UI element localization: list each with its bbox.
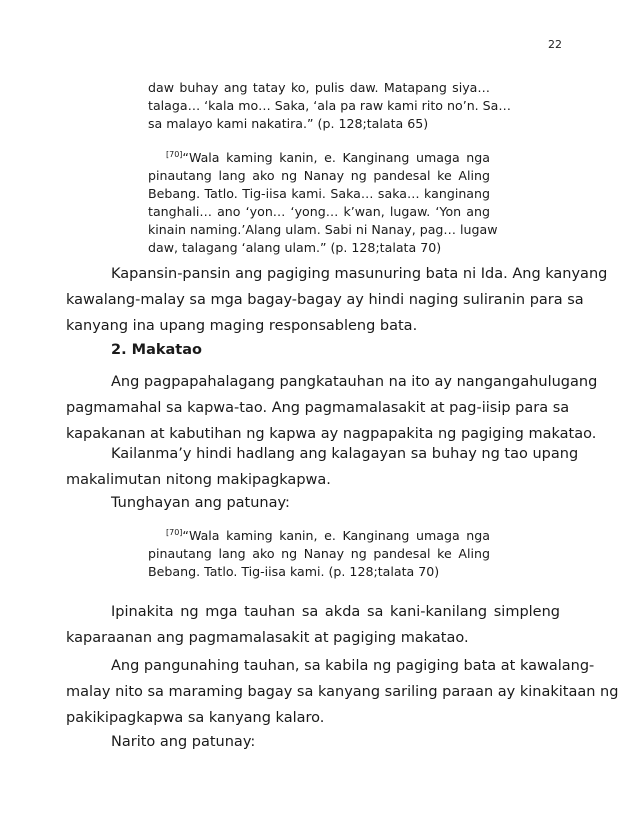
quote-first-line — [148, 146, 490, 167]
quote-line: Bebang. Tatlo. Tig-iisa kami. (p. 128;talata 70) — [148, 564, 440, 579]
paragraph-line: kapakanan at kabutihan ng kapwa ay nagpapakita ng pagiging makatao. — [66, 426, 597, 442]
paragraph-line: kanyang ina upang maging responsableng bata. — [66, 318, 418, 334]
quote-line: “Wala kaming kanin, e. Kanginang umaga nga — [182, 150, 490, 165]
quote-line: kinain naming.’Alang ulam. Sabi ni Nanay, pag… lugaw — [148, 222, 498, 237]
quote-line: pinautang lang ako ng Nanay ng pandesal ke Aling — [148, 546, 490, 561]
footnote-marker: [70] — [166, 150, 183, 159]
block-quote-3 — [148, 524, 490, 581]
paragraph-line: Kailanma’y hindi hadlang ang kalagayan sa buhay ng tao upang — [111, 446, 579, 462]
paragraph-line: malay nito sa maraming bagay sa kanyang sariling paraan ay kinakitaan ng — [66, 684, 619, 700]
quote-line: tanghali… ano ‘yon… ‘yong… k’wan, lugaw. ‘Yon ang — [148, 204, 490, 219]
paragraph-line: Ang pagpapahalagang pangkatauhan na ito ay nangangahulugang — [111, 374, 598, 390]
block-quote-1 — [148, 79, 511, 133]
footnote-marker: [70] — [166, 528, 183, 537]
paragraph-5 — [66, 653, 619, 731]
patunay-lead-2: Narito ang patunay: — [111, 734, 256, 750]
section-heading: 2. Makatao — [111, 342, 202, 358]
paragraph-line: Ipinakita ng mga tauhan sa akda sa kani-kanilang simpleng — [111, 604, 560, 620]
patunay-lead-1: Tunghayan ang patunay: — [111, 495, 290, 511]
paragraph-line: Kapansin-pansin ang pagiging masunuring bata ni Ida. Ang kanyang — [111, 266, 608, 282]
page-number: 22 — [548, 38, 562, 51]
quote-line: sa malayo kami nakatira.” (p. 128;talata 65) — [148, 116, 429, 131]
paragraph-line: pagmamahal sa kapwa-tao. Ang pagmamalasakit at pag-iisip para sa — [66, 400, 570, 416]
quote-line: daw buhay ang tatay ko, pulis daw. Matapang siya… — [148, 80, 490, 95]
quote-line: pinautang lang ako ng Nanay ng pandesal ke Aling — [148, 168, 490, 183]
paragraph-2 — [66, 369, 598, 447]
paragraph-line: Ang pangunahing tauhan, sa kabila ng pagiging bata at kawalang- — [111, 658, 595, 674]
quote-line: talaga… ‘kala mo… Saka, ‘ala pa raw kami rito no’n. Sa… — [148, 98, 511, 113]
quote-line: Bebang. Tatlo. Tig-iisa kami. Saka… saka… kanginang — [148, 186, 490, 201]
paragraph-line: pakikipagkapwa sa kanyang kalaro. — [66, 710, 325, 726]
quote-first-line — [148, 524, 490, 545]
block-quote-2 — [148, 146, 498, 257]
paragraph-line: kaparaanan ang pagmamalasakit at pagiging makatao. — [66, 630, 469, 646]
paragraph-1 — [66, 261, 608, 339]
paragraph-line: kawalang-malay sa mga bagay-bagay ay hindi naging suliranin para sa — [66, 292, 584, 308]
paragraph-line: makalimutan nitong makipagkapwa. — [66, 472, 331, 488]
paragraph-4 — [66, 599, 560, 651]
quote-line: “Wala kaming kanin, e. Kanginang umaga nga — [182, 528, 490, 543]
quote-line: daw, talagang ‘alang ulam.” (p. 128;talata 70) — [148, 240, 442, 255]
paragraph-3 — [66, 441, 579, 493]
